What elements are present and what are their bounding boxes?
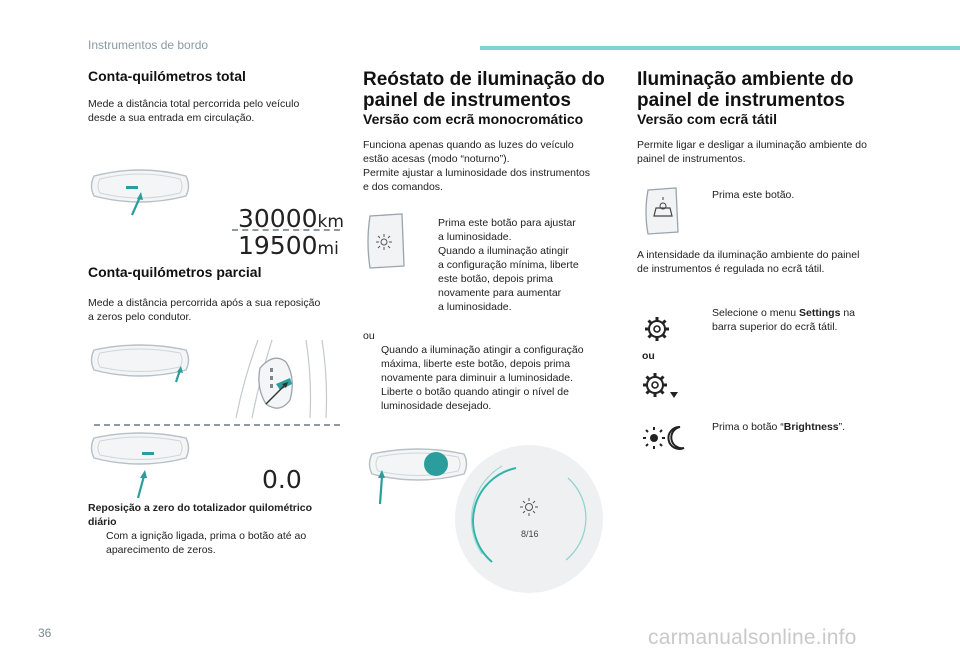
- odometer-total-text: Mede a distância total percorrida pelo veículo desde a sua entrada em circulação.: [88, 98, 300, 124]
- ambient-info: A intensidade da iluminação ambiente do painel de instrumentos é regulada no ecrã tátil.: [637, 249, 860, 275]
- reset-title: Reposição a zero do totalizador quilométrico diário: [88, 502, 313, 528]
- odometer-mi-display: 19500mi: [238, 231, 339, 260]
- watermark: carmanualsonline.info: [648, 626, 857, 649]
- settings-gear-icon: [644, 316, 670, 342]
- ambient-step3: Prima o botão “Brightness”.: [712, 421, 846, 433]
- ambient-subtitle: Versão com ecrã tátil: [637, 111, 778, 127]
- trip-meter-title: Conta-quilómetros parcial: [88, 264, 262, 280]
- dimmer-steps: Prima este botão para ajustar a luminosidade. Quando a iluminação atingir a configuração mínima, liberte este botão, depois prima novamente para aumentar a luminosidade.: [438, 217, 579, 313]
- ambient-step2: Selecione o menu Settings na barra superior do ecrã tátil.: [712, 307, 856, 333]
- stalk-illustration: [230, 338, 338, 420]
- zero-button-illustration: [88, 432, 192, 502]
- or-label: ou: [642, 350, 655, 362]
- trip-divider: [94, 424, 340, 426]
- brightness-value: 8/16: [521, 529, 539, 539]
- page-number: 36: [38, 626, 52, 640]
- header-bar: [480, 46, 960, 50]
- reset-step: Com a ignição ligada, prima o botão até ao aparecimento de zeros.: [106, 530, 307, 556]
- brightness-sun-moon-icon: [642, 424, 686, 452]
- brightness-gauge: [454, 444, 604, 594]
- dimmer-title: Reóstato de iluminação do painel de instrumentos: [363, 69, 605, 111]
- ambient-title: Iluminação ambiente do painel de instrumentos: [637, 69, 854, 111]
- trip-display: 0.0: [262, 465, 302, 494]
- ambient-intro: Permite ligar e desligar a iluminação ambiente do painel de instrumentos.: [637, 139, 867, 165]
- dimmer-subtitle: Versão com ecrã monocromático: [363, 111, 584, 127]
- dimmer-intro: Funciona apenas quando as luzes do veículo estão acesas (modo “noturno”). Permite ajustar a luminosidade dos instrumentos e dos comandos.: [363, 139, 591, 193]
- trip-button-illustration: [88, 340, 192, 390]
- trip-meter-text: Mede a distância percorrida após a sua reposição a zeros pelo condutor.: [88, 297, 321, 323]
- odometer-total-title: Conta-quilómetros total: [88, 68, 246, 84]
- reset-button-illustration: [88, 162, 192, 216]
- section-header: Instrumentos de bordo: [88, 38, 209, 52]
- ambient-button-illustration: [642, 186, 682, 236]
- dimmer-button-illustration: [364, 212, 408, 270]
- dimmer-steps-alt: ou Quando a iluminação atingir a configuração máxima, liberte este botão, depois prima novamente para diminuir a luminosidade. Liberte o botão quando atingir o nível de luminosidade desejado.: [363, 330, 584, 412]
- settings-menu-icon: [642, 372, 680, 402]
- ambient-step1: Prima este botão.: [712, 189, 795, 201]
- odometer-km-display: 30000km: [238, 204, 344, 233]
